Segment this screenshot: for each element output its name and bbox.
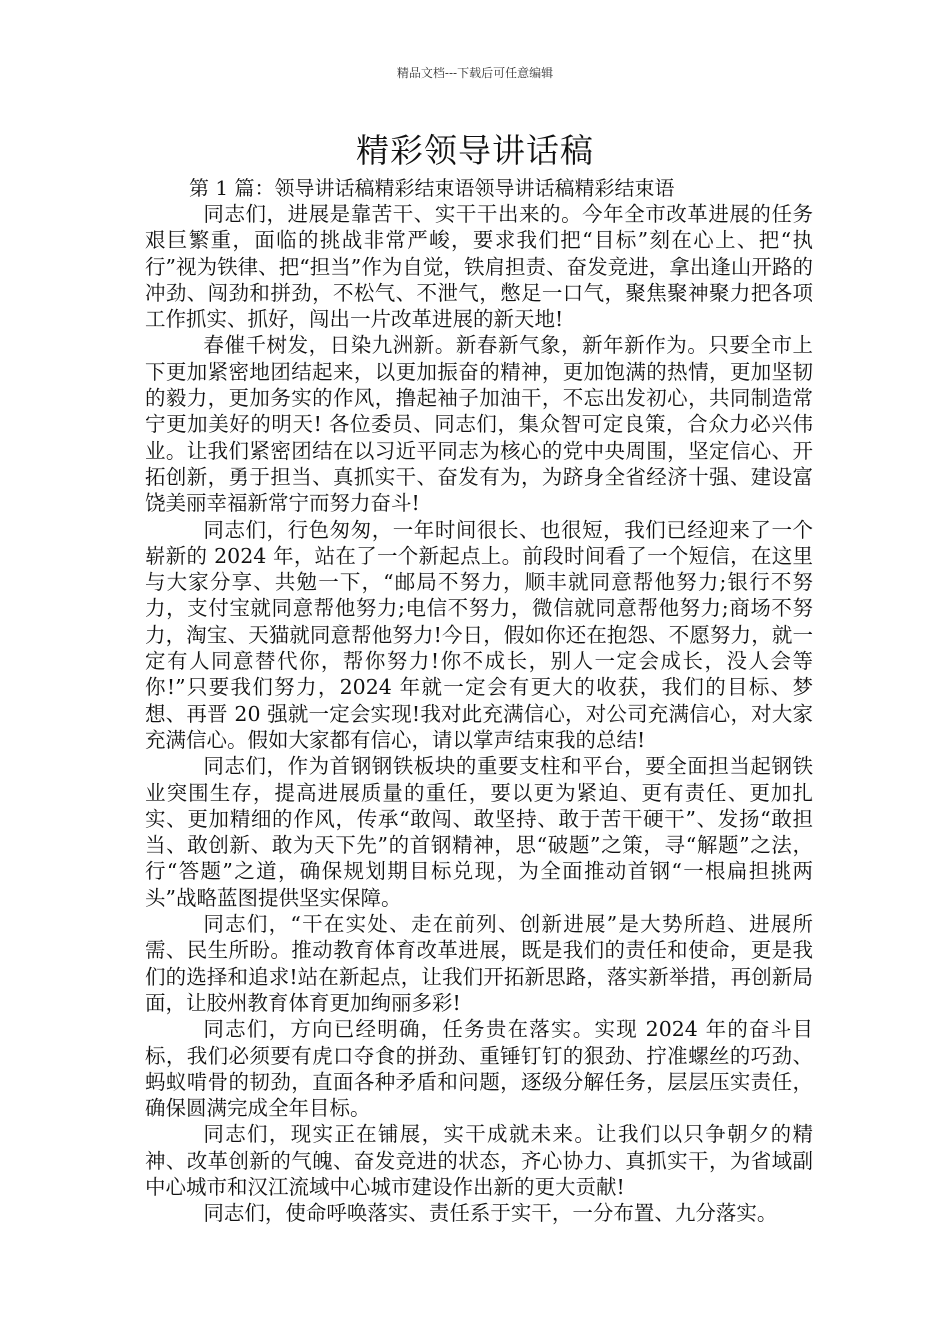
paragraph-4: 同志们，作为首钢钢铁板块的重要支柱和平台，要全面担当起钢铁业突围生存，提高进展质量的重任，要以更为紧迫、更有责任、更加扎实、更加精细的作风，传承“敢闯、敢坚持、敢于苦干硬干”、发扬“敢担当、敢创新、敢为天下先”的首钢精神，思“破题”之策，寻“解题”之法，行“答题”之道，确保规划期目标兑现，为全面推动首钢“一根扁担挑两头”战略蓝图提供坚实保障。 bbox=[145, 754, 813, 910]
paragraph-7: 同志们，现实正在铺展，实干成就未来。让我们以只争朝夕的精神、改革创新的气魄、奋发竞进的状态，齐心协力、真抓实干，为省域副中心城市和汉江流域中心城市建设作出新的更大贡献! bbox=[145, 1122, 813, 1199]
document-body bbox=[145, 175, 813, 1227]
paragraph-2: 春催千树发，日染九洲新。新春新气象，新年新作为。只要全市上下更加紧密地团结起来，以更加振奋的精神，更加饱满的热情，更加坚韧的毅力，更加务实的作风，撸起袖子加油干，不忘出发初心，共同制造常宁更加美好的明天! 各位委员、同志们，集众智可定良策，合众力必兴伟业。让我们紧密团结在以习近平同志为核心的党中央周围，坚定信心、开拓创新，勇于担当、真抓实干、奋发有为，为跻身全省经济十强、建设富饶美丽幸福新常宁而努力奋斗! bbox=[145, 333, 813, 516]
paragraph-1: 同志们，进展是靠苦干、实干干出来的。今年全市改革进展的任务艰巨繁重，面临的挑战非常严峻，要求我们把“目标”刻在心上、把“执行”视为铁律、把“担当”作为自觉，铁肩担责、奋发竞进，拿出逢山开路的冲劲、闯劲和拼劲，不松气、不泄气，憋足一口气，聚焦聚神聚力把各项工作抓实、抓好，闯出一片改革进展的新天地! bbox=[145, 202, 813, 332]
header-note: 精品文档---下载后可任意编辑 bbox=[396, 66, 554, 80]
chapter-heading: 第 1 篇：领导讲话稿精彩结束语领导讲话稿精彩结束语 bbox=[189, 176, 675, 200]
paragraph-5: 同志们，“干在实处、走在前列、创新进展”是大势所趋、进展所需、民生所盼。推动教育体育改革进展，既是我们的责任和使命，更是我们的选择和追求!站在新起点，让我们开拓新思路，落实新举措，再创新局面，让胶州教育体育更加绚丽多彩! bbox=[145, 912, 813, 1015]
paragraph-8: 同志们，使命呼唤落实、责任系于实干，一分布置、九分落实。 bbox=[203, 1201, 778, 1226]
paragraph-3: 同志们，行色匆匆，一年时间很长、也很短，我们已经迎来了一个崭新的 2024 年，站在了一个新起点上。前段时间看了一个短信，在这里与大家分享、共勉一下，“邮局不努力，顺丰就同意帮他努力;银行不努力，支付宝就同意帮他努力;电信不努力，微信就同意帮他努力;商场不努力，淘宝、天猫就同意帮他努力!今日，假如你还在抱怨、不愿努力，就一定有人同意替代你，帮你努力!你不成长，别人一定会成长，没人会等你!”只要我们努力，2024 年就一定会有更大的收获，我们的目标、梦想、再晋 20 强就一定会实现!我对此充满信心，对公司充满信心，对大家充满信心。假如大家都有信心，请以掌声结束我的总结! bbox=[145, 517, 813, 752]
document-title: 精彩领导讲话稿 bbox=[356, 131, 594, 170]
paragraph-6: 同志们，方向已经明确，任务贵在落实。实现 2024 年的奋斗目标，我们必须要有虎口夺食的拼劲、重锤钉钉的狠劲、拧准螺丝的巧劲、蚂蚁啃骨的韧劲，直面各种矛盾和问题，逐级分解任务，层层压实责任，确保圆满完成全年目标。 bbox=[145, 1017, 813, 1121]
